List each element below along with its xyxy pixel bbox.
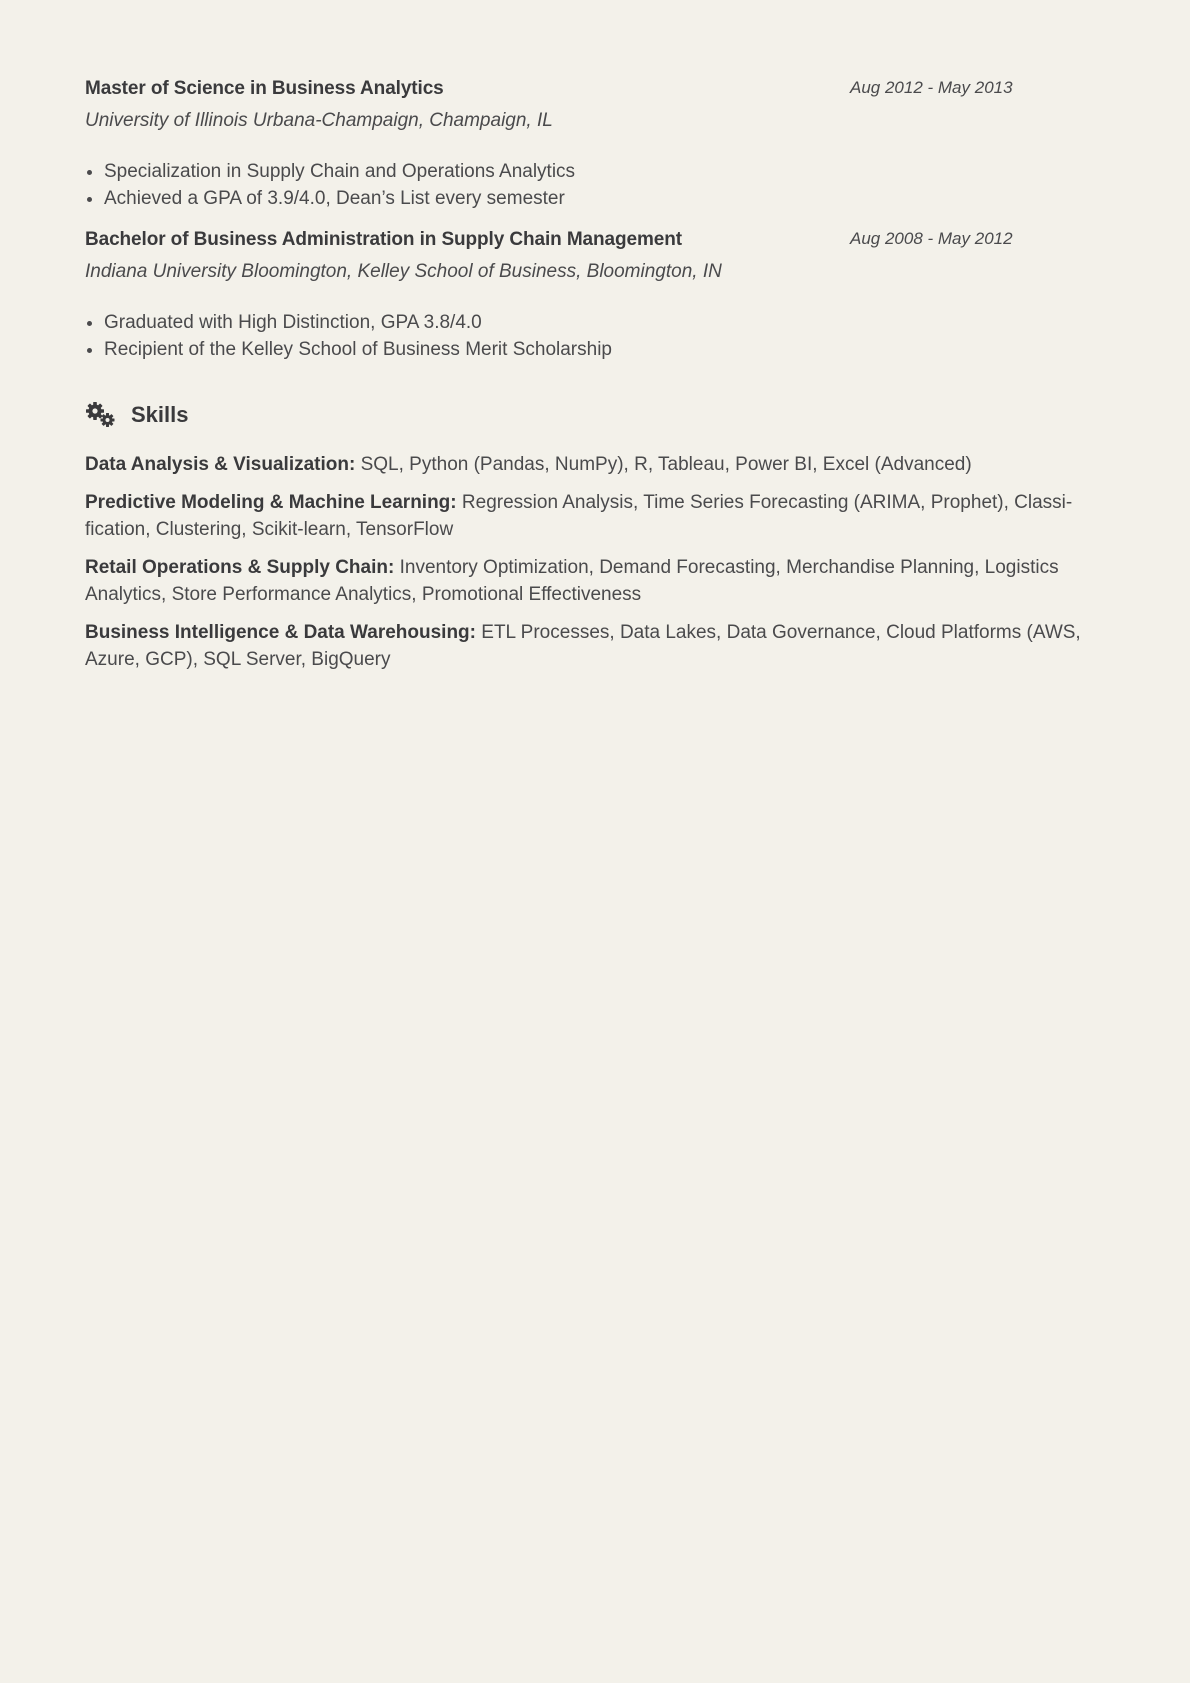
degree-row bbox=[85, 229, 1105, 257]
skill-item bbox=[85, 619, 1105, 673]
degree-row bbox=[85, 78, 1105, 106]
degree-dates: Aug 2008 - May 2012 bbox=[850, 229, 1013, 248]
skill-category: Predictive Modeling & Machine Learning: bbox=[85, 492, 457, 513]
skill-category: Business Intelligence & Data Warehousing: bbox=[85, 622, 476, 643]
skill-item bbox=[85, 489, 1105, 543]
list-item: Graduated with High Distinction, GPA 3.8/4.0 bbox=[85, 309, 1105, 336]
skill-text: SQL, Python (Pandas, NumPy), R, Tableau, Power BI, Excel (Advanced) bbox=[360, 454, 972, 475]
list-item: Recipient of the Kelley School of Business Merit Scholarship bbox=[85, 336, 1105, 363]
skill-item bbox=[85, 451, 1105, 478]
skill-category: Retail Operations & Supply Chain: bbox=[85, 557, 395, 578]
degree-title: Master of Science in Business Analytics bbox=[85, 78, 444, 99]
list-item: Specialization in Supply Chain and Operations Analytics bbox=[85, 158, 1105, 185]
education-bullets bbox=[85, 158, 1105, 212]
section-title: Skills bbox=[131, 402, 189, 427]
education-bullets bbox=[85, 309, 1105, 363]
skill-text: Inventory Optimization, Demand Forecasting, Merchandise Planning, Logistics Analytics, Store Performance Analytics, Promotional Effectiveness bbox=[85, 557, 1059, 605]
gears-icon bbox=[85, 401, 117, 429]
education-entry bbox=[85, 78, 1105, 212]
list-item: Achieved a GPA of 3.9/4.0, Dean’s List every semester bbox=[85, 185, 1105, 212]
skills-heading bbox=[85, 399, 188, 431]
school-name: University of Illinois Urbana-Champaign, Champaign, IL bbox=[85, 110, 553, 131]
school-name: Indiana University Bloomington, Kelley School of Business, Bloomington, IN bbox=[85, 261, 722, 282]
degree-dates: Aug 2012 - May 2013 bbox=[850, 78, 1013, 97]
skills-list bbox=[85, 451, 1105, 684]
education-entry bbox=[85, 229, 1105, 363]
skill-item bbox=[85, 554, 1105, 608]
skill-text: Regression Analysis, Time Series Forecasting (ARIMA, Prophet), Classi-fication, Clustering, Scikit-learn, TensorFlow bbox=[85, 492, 1073, 540]
degree-title: Bachelor of Business Administration in Supply Chain Management bbox=[85, 229, 682, 250]
skill-text: ETL Processes, Data Lakes, Data Governance, Cloud Platforms (AWS, Azure, GCP), SQL Server, BigQuery bbox=[85, 622, 1081, 670]
skill-category: Data Analysis & Visualization: bbox=[85, 454, 356, 475]
